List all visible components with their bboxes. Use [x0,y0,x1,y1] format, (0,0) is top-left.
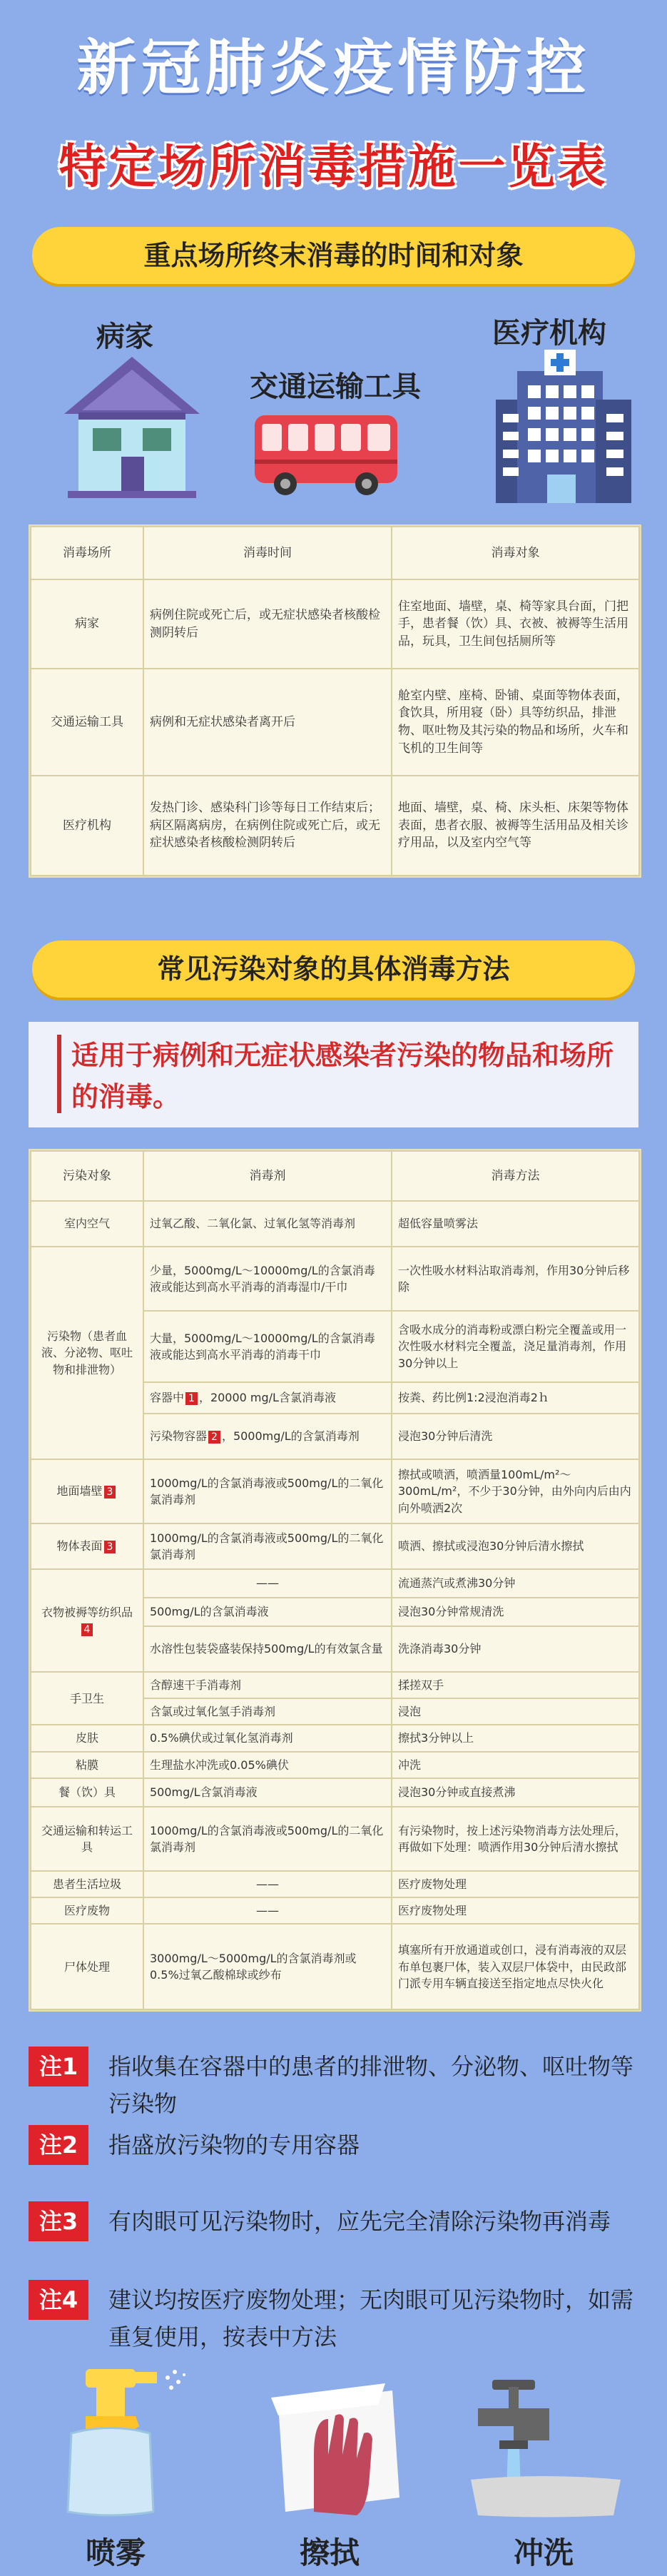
banner-accent [57,1035,61,1113]
cell: 3000mg/L～5000mg/L的含氯消毒剂或0.5%过氧乙酸棉球或纱布 [143,1924,392,2009]
hospital-label: 医疗机构 [492,317,606,350]
cell [143,1382,392,1414]
faucet-icon [471,2373,621,2519]
cell: 1000mg/L的含氯消毒液或500mg/L的二氧化氯消毒剂 [143,1523,392,1569]
cell: 超低容量喷雾法 [392,1201,639,1247]
home-label: 病家 [96,320,153,353]
cell: 浸泡 [392,1698,639,1725]
table-row [31,1778,639,1807]
cell: 1000mg/L的含氯消毒液或500mg/L的二氧化氯消毒剂 [143,1807,392,1871]
cell: 揉搓双手 [392,1672,639,1698]
table-row [31,1569,639,1598]
cell-text: 地面墙壁 [56,1484,103,1499]
table-row [31,669,639,776]
cell: 浸泡30分钟后清洗 [392,1414,639,1459]
cell [31,1569,143,1672]
cell: 患者生活垃圾 [31,1871,143,1897]
scene-illustrations [0,300,667,514]
col-header: 消毒场所 [31,527,143,579]
table-terminal-disinfection [29,524,641,878]
banner-text: 适用于病例和无症状感染者污染的物品和场所的消毒。 [71,1040,614,1112]
scope-banner [29,1022,638,1127]
cell: —— [143,1871,392,1897]
section1-heading: 重点场所终末消毒的时间和对象 [32,227,635,284]
cell: 500mg/L含氯消毒液 [143,1778,392,1807]
table-row [31,1871,639,1897]
cell: 生理盐水冲洗或0.05%碘伏 [143,1752,392,1778]
table-row [31,1897,639,1924]
cell-text: 容器中 [150,1391,185,1405]
cell: 擦拭3分钟以上 [392,1725,639,1751]
table-row [31,579,639,669]
transport-label: 交通运输工具 [250,370,421,403]
section2-heading: 常见污染对象的具体消毒方法 [32,940,635,998]
col-header: 消毒时间 [143,527,392,579]
table-row [31,1752,639,1778]
cell: 流通蒸汽或煮沸30分钟 [392,1569,639,1598]
cell-text: 物体表面 [56,1539,103,1553]
note-tag: 注3 [29,2201,88,2241]
cell: 住室地面、墙壁，桌、椅等家具台面，门把手，患者餐（饮）具、衣被、被褥等生活用品，玩具，卫生间包括厕所等 [392,579,639,669]
note-mark: 2 [208,1431,220,1444]
cell: 病家 [31,579,143,669]
cell: 病例和无症状感染者离开后 [143,669,392,776]
cell: 喷洒、擦拭或浸泡30分钟后清水擦拭 [392,1523,639,1569]
cell: 大量，5000mg/L～10000mg/L的含氯消毒液或能达到高水平消毒的消毒干巾 [143,1311,392,1382]
page-title: 新冠肺炎疫情防控 [76,33,591,103]
cell: 交通运输工具 [31,669,143,776]
table-row [31,1201,639,1247]
note-tag: 注1 [29,2047,88,2086]
cell: 医疗废物处理 [392,1897,639,1924]
spray-label: 喷雾 [86,2535,146,2570]
house-icon [61,357,203,500]
cell [31,1523,143,1569]
note-2 [29,2125,642,2168]
cell: 餐（饮）具 [31,1778,143,1807]
cell-text: ，5000mg/L的含氯消毒剂 [221,1429,360,1444]
cell [31,1459,143,1523]
cell: —— [143,1897,392,1924]
cell: 水溶性包装袋盛装保持500mg/L的有效氯含量 [143,1626,392,1672]
bus-icon [251,408,401,501]
cell: 手卫生 [31,1672,143,1725]
table-disinfection-methods [29,1149,641,2012]
rinse-label: 冲洗 [514,2535,574,2570]
cell: 医疗废物处理 [392,1871,639,1897]
cell: 尸体处理 [31,1924,143,2009]
note-mark: 3 [104,1486,116,1499]
note-tag: 注4 [29,2280,88,2320]
cell: 皮肤 [31,1725,143,1751]
note-text: 建议均按医疗废物处理；无肉眼可见污染物时，如需重复使用，按表中方法 [108,2286,634,2351]
cell: 1000mg/L的含氯消毒液或500mg/L的二氧化氯消毒剂 [143,1459,392,1523]
cell: 交通运输和转运工具 [31,1807,143,1871]
table-row [31,1523,639,1569]
spray-bottle-icon [57,2369,193,2519]
note-text: 指盛放污染物的专用容器 [108,2131,360,2159]
cell: 发热门诊、感染科门诊等每日工作结束后；病区隔离病房，在病例住院或死亡后，或无症状感染者核酸检测阴转后 [143,776,392,876]
cell: 洗涤消毒30分钟 [392,1626,639,1672]
cell: 按粪、药比例1:2浸泡消毒2ｈ [392,1382,639,1414]
cell: 医疗废物 [31,1897,143,1924]
cell [143,1414,392,1459]
cell: 500mg/L的含氯消毒液 [143,1598,392,1626]
col-header: 污染对象 [31,1151,143,1201]
glove-icon [257,2376,414,2519]
cell: 含醇速干手消毒剂 [143,1672,392,1698]
col-header: 消毒方法 [392,1151,639,1201]
cell-text: 衣物被褥等纺织品 [41,1605,133,1619]
cell: 粘膜 [31,1752,143,1778]
cell: 含氯或过氧化氢手消毒剂 [143,1698,392,1725]
cell: 少量，5000mg/L～10000mg/L的含氯消毒液或能达到高水平消毒的消毒湿巾/干巾 [143,1247,392,1311]
cell: 污染物（患者血液、分泌物、呕吐物和排泄物） [31,1247,143,1459]
table-row [31,776,639,876]
table-row [31,1459,639,1523]
hospital-icon [489,350,638,507]
note-mark: 1 [185,1392,198,1405]
cell-text: 污染物容器 [150,1429,208,1444]
cell: 一次性吸水材料沾取消毒剂，作用30分钟后移除 [392,1247,639,1311]
cell: 地面、墙壁，桌、椅、床头柜、床架等物体表面，患者衣服、被褥等生活用品及相关诊疗用品，以及室内空气等 [392,776,639,876]
note-mark: 4 [81,1623,93,1636]
cell-text: ，20000 mg/L含氯消毒液 [198,1391,336,1405]
table-row [31,1672,639,1698]
cell: —— [143,1569,392,1598]
wipe-label: 擦拭 [300,2535,360,2570]
note-tag: 注2 [29,2125,88,2165]
note-1 [29,2047,642,2125]
cell: 浸泡30分钟或直接煮沸 [392,1778,639,1807]
note-text: 有肉眼可见污染物时，应先完全清除污染物再消毒 [108,2208,611,2235]
cell: 过氧乙酸、二氧化氯、过氧化氢等消毒剂 [143,1201,392,1247]
cell: 病例住院或死亡后，或无症状感染者核酸检测阴转后 [143,579,392,669]
note-text: 指收集在容器中的患者的排泄物、分泌物、呕吐物等污染物 [108,2053,634,2117]
table-row [31,1924,639,2009]
table-row [31,1807,639,1871]
cell: 冲洗 [392,1752,639,1778]
cell: 舱室内壁、座椅、卧铺、桌面等物体表面，食饮具，所用寝（卧）具等纺织品，排泄物、呕吐物及其污染的物品和场所，火车和飞机的卫生间等 [392,669,639,776]
cell: 浸泡30分钟常规清洗 [392,1598,639,1626]
cell: 有污染物时，按上述污染物消毒方法处理后，再做如下处理：喷洒作用30分钟后清水擦拭 [392,1807,639,1871]
col-header: 消毒对象 [392,527,639,579]
cell: 医疗机构 [31,776,143,876]
note-4 [29,2280,642,2358]
col-header: 消毒剂 [143,1151,392,1201]
cell: 填塞所有开放通道或创口，浸有消毒液的双层布单包裹尸体，装入双层尸体袋中，由民政部门派专用车辆直接送至指定地点尽快火化 [392,1924,639,2009]
note-mark: 3 [104,1541,116,1553]
cell: 含吸水成分的消毒粉或漂白粉完全覆盖或用一次性吸水材料完全覆盖，浇足量消毒剂，作用30分钟以上 [392,1311,639,1382]
cell: 0.5%碘伏或过氧化氢消毒剂 [143,1725,392,1751]
cell: 室内空气 [31,1201,143,1247]
table-row [31,1247,639,1311]
table-row [31,1725,639,1751]
cell: 擦拭或喷洒，喷洒量100mL/m²～300mL/m²，不少于30分钟，由外向内后由内向外喷洒2次 [392,1459,639,1523]
note-3 [29,2201,642,2280]
page-subtitle: 特定场所消毒措施一览表 [58,139,609,194]
